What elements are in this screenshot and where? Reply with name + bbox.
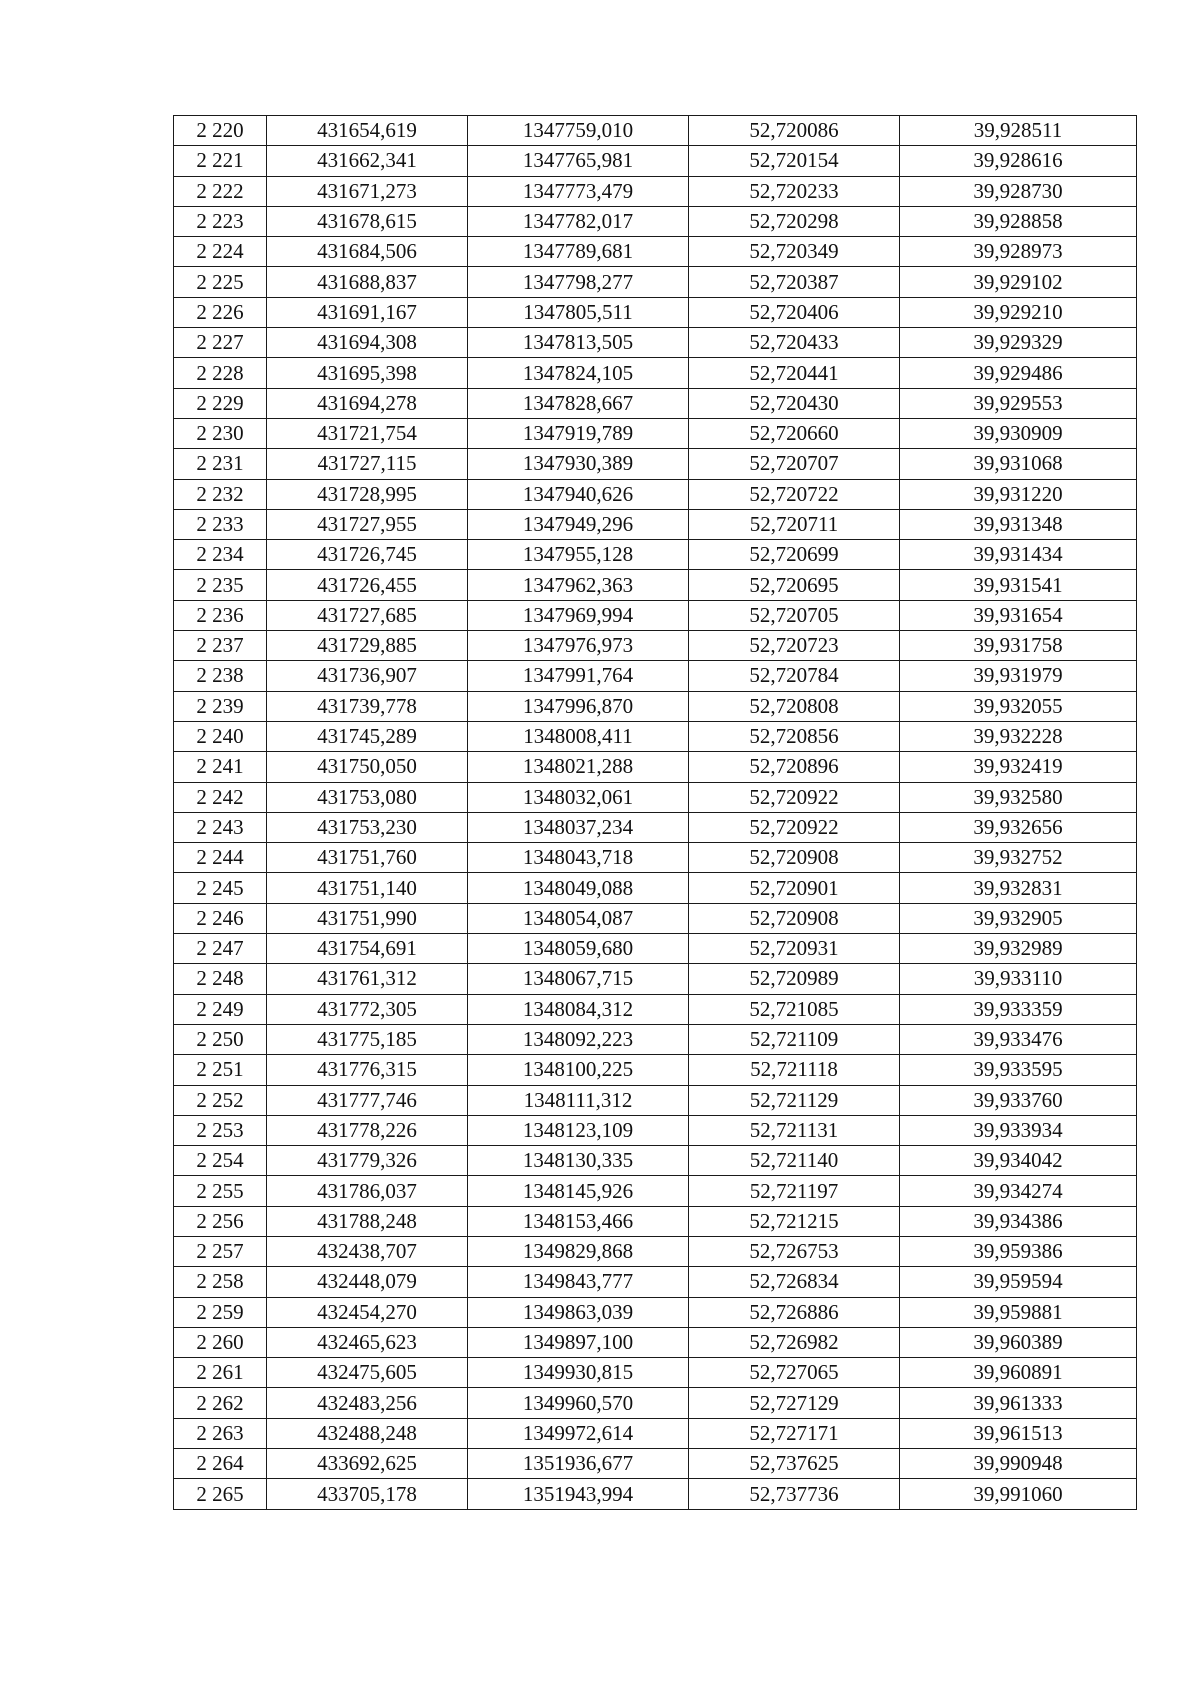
table-row: [174, 1085, 1137, 1115]
point-number-cell: 2 258: [174, 1267, 267, 1297]
y-coordinate-cell: 1347962,363: [468, 570, 689, 600]
x-coordinate-cell: 431694,308: [267, 328, 468, 358]
point-number-cell: 2 234: [174, 540, 267, 570]
longitude-cell: 39,934274: [900, 1176, 1137, 1206]
x-coordinate-cell: 431753,230: [267, 812, 468, 842]
point-number-cell: 2 237: [174, 631, 267, 661]
point-number-cell: 2 247: [174, 934, 267, 964]
x-coordinate-cell: 431662,341: [267, 146, 468, 176]
y-coordinate-cell: 1347759,010: [468, 116, 689, 146]
table-row: [174, 1267, 1137, 1297]
x-coordinate-cell: 431754,691: [267, 934, 468, 964]
latitude-cell: 52,721109: [689, 1024, 900, 1054]
point-number-cell: 2 236: [174, 600, 267, 630]
y-coordinate-cell: 1347940,626: [468, 479, 689, 509]
point-number-cell: 2 265: [174, 1479, 267, 1509]
point-number-cell: 2 225: [174, 267, 267, 297]
latitude-cell: 52,720908: [689, 843, 900, 873]
y-coordinate-cell: 1348049,088: [468, 873, 689, 903]
latitude-cell: 52,720908: [689, 903, 900, 933]
x-coordinate-cell: 431671,273: [267, 176, 468, 206]
latitude-cell: 52,720896: [689, 752, 900, 782]
longitude-cell: 39,960389: [900, 1327, 1137, 1357]
y-coordinate-cell: 1347773,479: [468, 176, 689, 206]
y-coordinate-cell: 1347798,277: [468, 267, 689, 297]
longitude-cell: 39,932055: [900, 691, 1137, 721]
point-number-cell: 2 224: [174, 237, 267, 267]
point-number-cell: 2 245: [174, 873, 267, 903]
table-row: [174, 509, 1137, 539]
latitude-cell: 52,726886: [689, 1297, 900, 1327]
latitude-cell: 52,727171: [689, 1418, 900, 1448]
latitude-cell: 52,720441: [689, 358, 900, 388]
y-coordinate-cell: 1348008,411: [468, 721, 689, 751]
point-number-cell: 2 257: [174, 1236, 267, 1266]
latitude-cell: 52,720705: [689, 600, 900, 630]
x-coordinate-cell: 432483,256: [267, 1388, 468, 1418]
latitude-cell: 52,721140: [689, 1146, 900, 1176]
x-coordinate-cell: 431727,115: [267, 449, 468, 479]
table-row: [174, 1206, 1137, 1236]
x-coordinate-cell: 431694,278: [267, 388, 468, 418]
point-number-cell: 2 238: [174, 661, 267, 691]
latitude-cell: 52,737625: [689, 1449, 900, 1479]
table-row: [174, 1236, 1137, 1266]
x-coordinate-cell: 433692,625: [267, 1449, 468, 1479]
point-number-cell: 2 264: [174, 1449, 267, 1479]
longitude-cell: 39,928511: [900, 116, 1137, 146]
longitude-cell: 39,932580: [900, 782, 1137, 812]
longitude-cell: 39,933595: [900, 1055, 1137, 1085]
x-coordinate-cell: 431729,885: [267, 631, 468, 661]
latitude-cell: 52,720856: [689, 721, 900, 751]
longitude-cell: 39,930909: [900, 418, 1137, 448]
coordinates-table: [173, 115, 1137, 1510]
longitude-cell: 39,933476: [900, 1024, 1137, 1054]
x-coordinate-cell: 431654,619: [267, 116, 468, 146]
point-number-cell: 2 223: [174, 206, 267, 236]
latitude-cell: 52,726982: [689, 1327, 900, 1357]
point-number-cell: 2 250: [174, 1024, 267, 1054]
table-row: [174, 631, 1137, 661]
latitude-cell: 52,720430: [689, 388, 900, 418]
x-coordinate-cell: 431691,167: [267, 297, 468, 327]
latitude-cell: 52,721129: [689, 1085, 900, 1115]
latitude-cell: 52,727129: [689, 1388, 900, 1418]
y-coordinate-cell: 1349843,777: [468, 1267, 689, 1297]
y-coordinate-cell: 1349972,614: [468, 1418, 689, 1448]
x-coordinate-cell: 431736,907: [267, 661, 468, 691]
y-coordinate-cell: 1347969,994: [468, 600, 689, 630]
latitude-cell: 52,720707: [689, 449, 900, 479]
table-row: [174, 388, 1137, 418]
longitude-cell: 39,932419: [900, 752, 1137, 782]
table-row: [174, 297, 1137, 327]
y-coordinate-cell: 1351943,994: [468, 1479, 689, 1509]
longitude-cell: 39,931434: [900, 540, 1137, 570]
latitude-cell: 52,726834: [689, 1267, 900, 1297]
table-row: [174, 328, 1137, 358]
point-number-cell: 2 226: [174, 297, 267, 327]
table-row: [174, 146, 1137, 176]
table-row: [174, 237, 1137, 267]
latitude-cell: 52,727065: [689, 1358, 900, 1388]
latitude-cell: 52,720723: [689, 631, 900, 661]
y-coordinate-cell: 1347976,973: [468, 631, 689, 661]
latitude-cell: 52,720901: [689, 873, 900, 903]
table-row: [174, 782, 1137, 812]
longitude-cell: 39,932228: [900, 721, 1137, 751]
table-row: [174, 1479, 1137, 1509]
y-coordinate-cell: 1348043,718: [468, 843, 689, 873]
longitude-cell: 39,932656: [900, 812, 1137, 842]
table-row: [174, 449, 1137, 479]
point-number-cell: 2 243: [174, 812, 267, 842]
y-coordinate-cell: 1347789,681: [468, 237, 689, 267]
longitude-cell: 39,933760: [900, 1085, 1137, 1115]
latitude-cell: 52,720808: [689, 691, 900, 721]
point-number-cell: 2 241: [174, 752, 267, 782]
point-number-cell: 2 228: [174, 358, 267, 388]
y-coordinate-cell: 1348021,288: [468, 752, 689, 782]
x-coordinate-cell: 431751,760: [267, 843, 468, 873]
y-coordinate-cell: 1348130,335: [468, 1146, 689, 1176]
x-coordinate-cell: 431788,248: [267, 1206, 468, 1236]
table-row: [174, 721, 1137, 751]
y-coordinate-cell: 1349863,039: [468, 1297, 689, 1327]
table-row: [174, 1146, 1137, 1176]
table-row: [174, 691, 1137, 721]
longitude-cell: 39,959881: [900, 1297, 1137, 1327]
longitude-cell: 39,931654: [900, 600, 1137, 630]
point-number-cell: 2 231: [174, 449, 267, 479]
longitude-cell: 39,960891: [900, 1358, 1137, 1388]
x-coordinate-cell: 433705,178: [267, 1479, 468, 1509]
longitude-cell: 39,931979: [900, 661, 1137, 691]
point-number-cell: 2 221: [174, 146, 267, 176]
table-row: [174, 206, 1137, 236]
longitude-cell: 39,933110: [900, 964, 1137, 994]
latitude-cell: 52,721197: [689, 1176, 900, 1206]
x-coordinate-cell: 432448,079: [267, 1267, 468, 1297]
point-number-cell: 2 230: [174, 418, 267, 448]
table-row: [174, 1327, 1137, 1357]
point-number-cell: 2 227: [174, 328, 267, 358]
table-row: [174, 1297, 1137, 1327]
y-coordinate-cell: 1348092,223: [468, 1024, 689, 1054]
longitude-cell: 39,932905: [900, 903, 1137, 933]
table-row: [174, 1055, 1137, 1085]
x-coordinate-cell: 431695,398: [267, 358, 468, 388]
table-row: [174, 661, 1137, 691]
point-number-cell: 2 242: [174, 782, 267, 812]
longitude-cell: 39,990948: [900, 1449, 1137, 1479]
latitude-cell: 52,720722: [689, 479, 900, 509]
x-coordinate-cell: 431775,185: [267, 1024, 468, 1054]
x-coordinate-cell: 431776,315: [267, 1055, 468, 1085]
point-number-cell: 2 253: [174, 1115, 267, 1145]
y-coordinate-cell: 1347813,505: [468, 328, 689, 358]
point-number-cell: 2 235: [174, 570, 267, 600]
latitude-cell: 52,720695: [689, 570, 900, 600]
point-number-cell: 2 249: [174, 994, 267, 1024]
y-coordinate-cell: 1349960,570: [468, 1388, 689, 1418]
longitude-cell: 39,961333: [900, 1388, 1137, 1418]
y-coordinate-cell: 1347996,870: [468, 691, 689, 721]
x-coordinate-cell: 431751,990: [267, 903, 468, 933]
table-row: [174, 418, 1137, 448]
y-coordinate-cell: 1347991,764: [468, 661, 689, 691]
table-row: [174, 752, 1137, 782]
y-coordinate-cell: 1349829,868: [468, 1236, 689, 1266]
x-coordinate-cell: 431688,837: [267, 267, 468, 297]
latitude-cell: 52,720784: [689, 661, 900, 691]
x-coordinate-cell: 431761,312: [267, 964, 468, 994]
point-number-cell: 2 220: [174, 116, 267, 146]
table-row: [174, 540, 1137, 570]
longitude-cell: 39,933359: [900, 994, 1137, 1024]
table-row: [174, 1115, 1137, 1145]
latitude-cell: 52,737736: [689, 1479, 900, 1509]
latitude-cell: 52,720349: [689, 237, 900, 267]
y-coordinate-cell: 1347955,128: [468, 540, 689, 570]
longitude-cell: 39,929210: [900, 297, 1137, 327]
x-coordinate-cell: 431727,955: [267, 509, 468, 539]
x-coordinate-cell: 431721,754: [267, 418, 468, 448]
longitude-cell: 39,959386: [900, 1236, 1137, 1266]
table-row: [174, 812, 1137, 842]
y-coordinate-cell: 1348037,234: [468, 812, 689, 842]
point-number-cell: 2 261: [174, 1358, 267, 1388]
table-row: [174, 843, 1137, 873]
x-coordinate-cell: 431777,746: [267, 1085, 468, 1115]
latitude-cell: 52,720699: [689, 540, 900, 570]
table-row: [174, 1388, 1137, 1418]
y-coordinate-cell: 1347765,981: [468, 146, 689, 176]
longitude-cell: 39,928858: [900, 206, 1137, 236]
longitude-cell: 39,933934: [900, 1115, 1137, 1145]
x-coordinate-cell: 431751,140: [267, 873, 468, 903]
x-coordinate-cell: 432475,605: [267, 1358, 468, 1388]
y-coordinate-cell: 1348067,715: [468, 964, 689, 994]
table-row: [174, 570, 1137, 600]
latitude-cell: 52,720387: [689, 267, 900, 297]
table-row: [174, 1024, 1137, 1054]
y-coordinate-cell: 1347828,667: [468, 388, 689, 418]
latitude-cell: 52,720433: [689, 328, 900, 358]
y-coordinate-cell: 1347824,105: [468, 358, 689, 388]
point-number-cell: 2 256: [174, 1206, 267, 1236]
y-coordinate-cell: 1348145,926: [468, 1176, 689, 1206]
table-row: [174, 1358, 1137, 1388]
point-number-cell: 2 233: [174, 509, 267, 539]
longitude-cell: 39,929553: [900, 388, 1137, 418]
x-coordinate-cell: 431739,778: [267, 691, 468, 721]
point-number-cell: 2 255: [174, 1176, 267, 1206]
table-row: [174, 1449, 1137, 1479]
y-coordinate-cell: 1348100,225: [468, 1055, 689, 1085]
point-number-cell: 2 263: [174, 1418, 267, 1448]
longitude-cell: 39,928973: [900, 237, 1137, 267]
table-row: [174, 267, 1137, 297]
table-row: [174, 600, 1137, 630]
y-coordinate-cell: 1347949,296: [468, 509, 689, 539]
latitude-cell: 52,721131: [689, 1115, 900, 1145]
point-number-cell: 2 260: [174, 1327, 267, 1357]
x-coordinate-cell: 431684,506: [267, 237, 468, 267]
y-coordinate-cell: 1347919,789: [468, 418, 689, 448]
y-coordinate-cell: 1348123,109: [468, 1115, 689, 1145]
longitude-cell: 39,931068: [900, 449, 1137, 479]
y-coordinate-cell: 1347782,017: [468, 206, 689, 236]
table-row: [174, 964, 1137, 994]
longitude-cell: 39,991060: [900, 1479, 1137, 1509]
longitude-cell: 39,932752: [900, 843, 1137, 873]
table-row: [174, 1418, 1137, 1448]
longitude-cell: 39,932989: [900, 934, 1137, 964]
x-coordinate-cell: 431728,995: [267, 479, 468, 509]
x-coordinate-cell: 431750,050: [267, 752, 468, 782]
point-number-cell: 2 259: [174, 1297, 267, 1327]
x-coordinate-cell: 431753,080: [267, 782, 468, 812]
point-number-cell: 2 252: [174, 1085, 267, 1115]
x-coordinate-cell: 432454,270: [267, 1297, 468, 1327]
x-coordinate-cell: 431727,685: [267, 600, 468, 630]
latitude-cell: 52,720660: [689, 418, 900, 448]
y-coordinate-cell: 1349897,100: [468, 1327, 689, 1357]
point-number-cell: 2 244: [174, 843, 267, 873]
table-row: [174, 116, 1137, 146]
point-number-cell: 2 222: [174, 176, 267, 206]
point-number-cell: 2 239: [174, 691, 267, 721]
latitude-cell: 52,720233: [689, 176, 900, 206]
x-coordinate-cell: 431678,615: [267, 206, 468, 236]
longitude-cell: 39,961513: [900, 1418, 1137, 1448]
latitude-cell: 52,726753: [689, 1236, 900, 1266]
longitude-cell: 39,934042: [900, 1146, 1137, 1176]
latitude-cell: 52,720711: [689, 509, 900, 539]
latitude-cell: 52,721215: [689, 1206, 900, 1236]
table-row: [174, 873, 1137, 903]
x-coordinate-cell: 431772,305: [267, 994, 468, 1024]
point-number-cell: 2 229: [174, 388, 267, 418]
x-coordinate-cell: 431786,037: [267, 1176, 468, 1206]
y-coordinate-cell: 1348059,680: [468, 934, 689, 964]
longitude-cell: 39,929329: [900, 328, 1137, 358]
longitude-cell: 39,931348: [900, 509, 1137, 539]
x-coordinate-cell: 431726,745: [267, 540, 468, 570]
latitude-cell: 52,721085: [689, 994, 900, 1024]
point-number-cell: 2 240: [174, 721, 267, 751]
table-row: [174, 934, 1137, 964]
latitude-cell: 52,720922: [689, 782, 900, 812]
coordinates-table-body: [174, 116, 1137, 1510]
longitude-cell: 39,931758: [900, 631, 1137, 661]
longitude-cell: 39,928616: [900, 146, 1137, 176]
latitude-cell: 52,720298: [689, 206, 900, 236]
latitude-cell: 52,720406: [689, 297, 900, 327]
point-number-cell: 2 254: [174, 1146, 267, 1176]
point-number-cell: 2 246: [174, 903, 267, 933]
x-coordinate-cell: 431778,226: [267, 1115, 468, 1145]
latitude-cell: 52,720086: [689, 116, 900, 146]
longitude-cell: 39,929102: [900, 267, 1137, 297]
latitude-cell: 52,720931: [689, 934, 900, 964]
table-row: [174, 903, 1137, 933]
x-coordinate-cell: 432465,623: [267, 1327, 468, 1357]
point-number-cell: 2 262: [174, 1388, 267, 1418]
longitude-cell: 39,931220: [900, 479, 1137, 509]
table-row: [174, 479, 1137, 509]
x-coordinate-cell: 431726,455: [267, 570, 468, 600]
table-row: [174, 176, 1137, 206]
y-coordinate-cell: 1348084,312: [468, 994, 689, 1024]
y-coordinate-cell: 1348153,466: [468, 1206, 689, 1236]
y-coordinate-cell: 1351936,677: [468, 1449, 689, 1479]
latitude-cell: 52,720154: [689, 146, 900, 176]
point-number-cell: 2 248: [174, 964, 267, 994]
longitude-cell: 39,934386: [900, 1206, 1137, 1236]
table-row: [174, 358, 1137, 388]
point-number-cell: 2 232: [174, 479, 267, 509]
y-coordinate-cell: 1347930,389: [468, 449, 689, 479]
longitude-cell: 39,932831: [900, 873, 1137, 903]
point-number-cell: 2 251: [174, 1055, 267, 1085]
x-coordinate-cell: 432488,248: [267, 1418, 468, 1448]
x-coordinate-cell: 431745,289: [267, 721, 468, 751]
longitude-cell: 39,928730: [900, 176, 1137, 206]
latitude-cell: 52,720989: [689, 964, 900, 994]
latitude-cell: 52,720922: [689, 812, 900, 842]
y-coordinate-cell: 1348054,087: [468, 903, 689, 933]
y-coordinate-cell: 1349930,815: [468, 1358, 689, 1388]
y-coordinate-cell: 1347805,511: [468, 297, 689, 327]
longitude-cell: 39,929486: [900, 358, 1137, 388]
y-coordinate-cell: 1348111,312: [468, 1085, 689, 1115]
longitude-cell: 39,959594: [900, 1267, 1137, 1297]
table-row: [174, 1176, 1137, 1206]
x-coordinate-cell: 431779,326: [267, 1146, 468, 1176]
table-row: [174, 994, 1137, 1024]
x-coordinate-cell: 432438,707: [267, 1236, 468, 1266]
latitude-cell: 52,721118: [689, 1055, 900, 1085]
y-coordinate-cell: 1348032,061: [468, 782, 689, 812]
longitude-cell: 39,931541: [900, 570, 1137, 600]
